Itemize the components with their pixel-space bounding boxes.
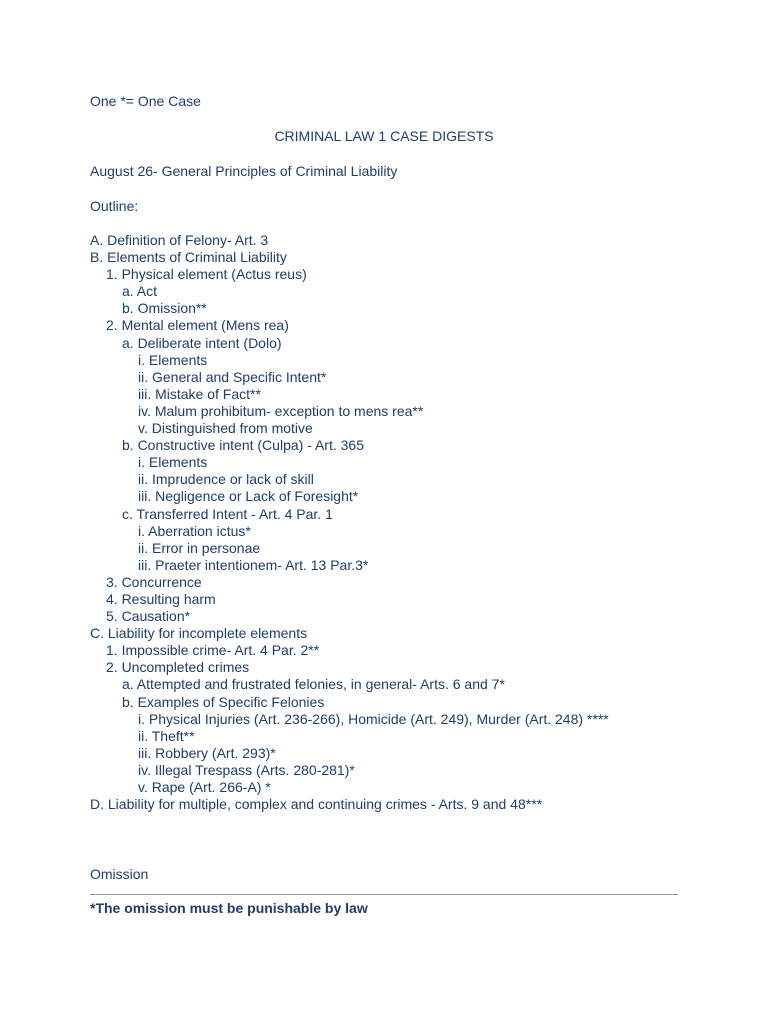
section-heading: Omission: [90, 866, 149, 882]
outline-item: D. Liability for multiple, complex and continuing crimes - Arts. 9 and 48***: [90, 796, 543, 813]
outline-item: B. Elements of Criminal Liability: [90, 249, 287, 266]
outline-item: v. Distinguished from motive: [138, 420, 313, 437]
outline-item: 4. Resulting harm: [106, 590, 216, 607]
outline-item: b. Omission**: [122, 300, 207, 317]
legend-line: One *= One Case: [90, 93, 201, 109]
outline-item: ii. Error in personae: [138, 539, 261, 556]
outline-item: 1. Impossible crime- Art. 4 Par. 2**: [106, 642, 320, 659]
outline-item: b. Examples of Specific Felonies: [122, 693, 325, 710]
outline-item: a. Act: [122, 283, 158, 300]
omission-note: *The omission must be punishable by law: [90, 900, 368, 916]
horizontal-rule: [90, 894, 678, 895]
outline-label: Outline:: [90, 198, 139, 214]
outline-item: ii. Theft**: [138, 727, 195, 744]
outline-item: c. Transferred Intent - Art. 4 Par. 1: [122, 505, 333, 522]
outline-item: a. Attempted and frustrated felonies, in general- Arts. 6 and 7*: [122, 676, 505, 693]
outline-item: i. Elements: [138, 454, 208, 471]
outline-item: iii. Negligence or Lack of Foresight*: [138, 488, 359, 505]
outline-item: 5. Causation*: [106, 608, 191, 625]
outline-item: iii. Praeter intentionem- Art. 13 Par.3*: [138, 556, 369, 573]
outline-item: i. Elements: [138, 351, 208, 368]
outline-item: iii. Robbery (Art. 293)*: [138, 744, 276, 761]
outline-list: [90, 232, 609, 813]
outline-item: 1. Physical element (Actus reus): [106, 266, 307, 283]
outline-item: iv. Malum prohibitum- exception to mens rea**: [138, 402, 424, 419]
outline-item: b. Constructive intent (Culpa) - Art. 365: [122, 437, 364, 454]
outline-item: ii. General and Specific Intent*: [138, 368, 327, 385]
outline-item: a. Deliberate intent (Dolo): [122, 334, 282, 351]
outline-item: iv. Illegal Trespass (Arts. 280-281)*: [138, 761, 355, 778]
outline-item: C. Liability for incomplete elements: [90, 625, 308, 642]
document-title: CRIMINAL LAW 1 CASE DIGESTS: [274, 128, 494, 144]
outline-item: 3. Concurrence: [106, 573, 202, 590]
outline-item: 2. Uncompleted crimes: [106, 659, 250, 676]
outline-item: i. Physical Injuries (Art. 236-266), Homicide (Art. 249), Murder (Art. 248) ****: [138, 710, 609, 727]
date-heading: August 26- General Principles of Criminal Liability: [90, 163, 398, 179]
outline-item: i. Aberration ictus*: [138, 522, 251, 539]
outline-item: ii. Imprudence or lack of skill: [138, 471, 314, 488]
outline-item: A. Definition of Felony- Art. 3: [90, 232, 269, 248]
outline-item: 2. Mental element (Mens rea): [106, 317, 289, 334]
outline-item: iii. Mistake of Fact**: [138, 385, 261, 402]
outline-item: v. Rape (Art. 266-A) *: [138, 779, 271, 795]
